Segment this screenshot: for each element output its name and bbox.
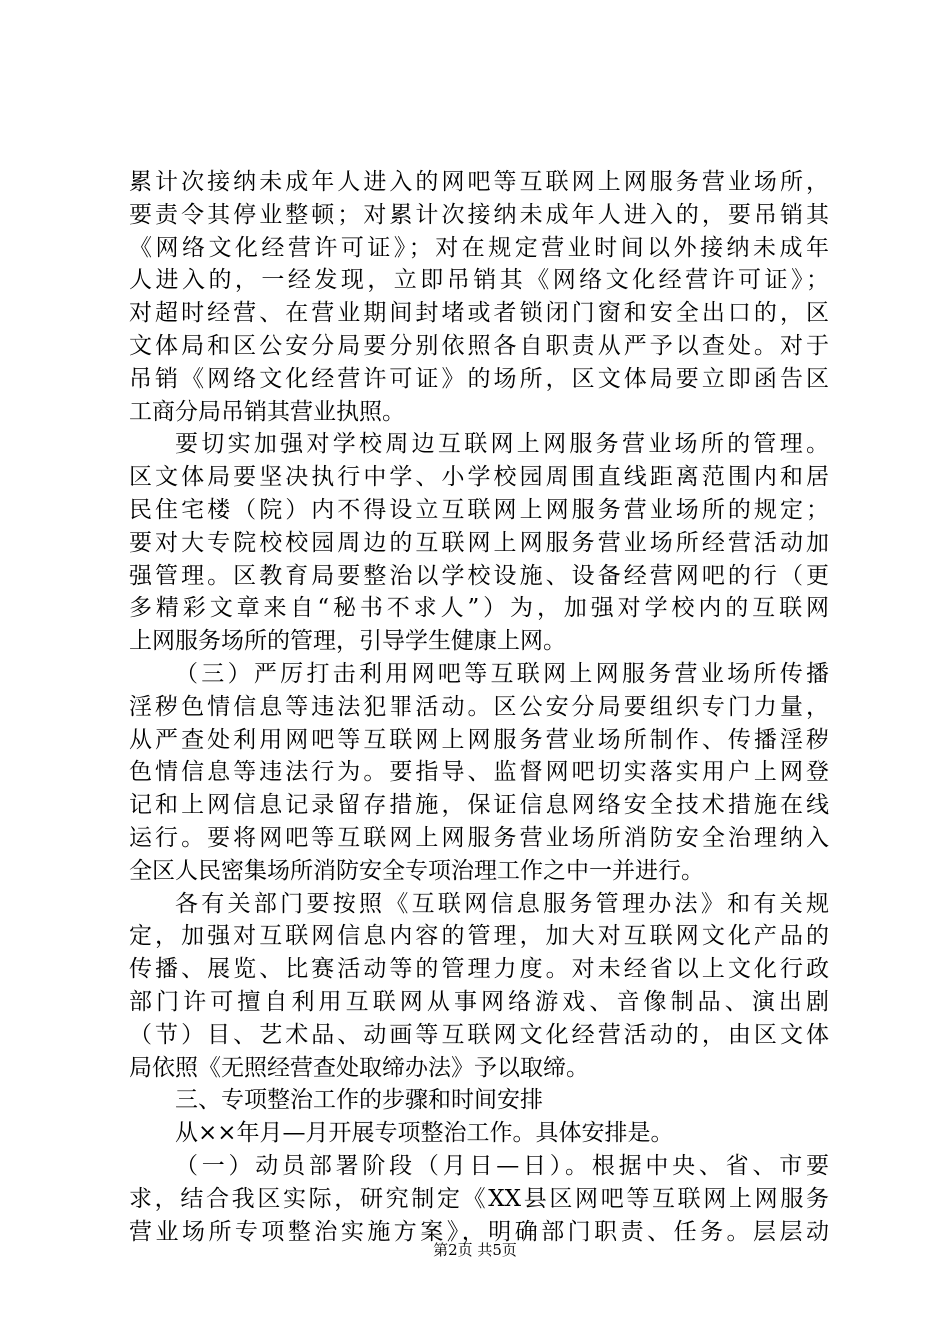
text-line: 强管理。区教育局要整治以学校设施、设备经营网吧的行（更 [129,562,829,589]
text-line: 吊销《网络文化经营许可证》的场所，区文体局要立即函告区 [129,365,829,392]
text-line: 部门许可擅自利用互联网从事网络游戏、音像制品、演出剧 [129,988,829,1015]
text-line: 局依照《无照经营查处取缔办法》予以取缔。 [129,1054,589,1081]
text-line: 累计次接纳未成年人进入的网吧等互联网上网服务营业场所， [129,169,829,195]
text-line: 全区人民密集场所消防安全专项治理工作之中一并进行。 [129,857,704,884]
text-line: 区文体局要坚决执行中学、小学校园周围直线距离范围内和居 [129,464,829,491]
text-line: 民住宅楼（院）内不得设立互联网上网服务营业场所的规定； [129,496,829,523]
text-line: 三、专项整治工作的步骤和时间安排 [175,1087,543,1114]
text-line: 《网络文化经营许可证》；对在规定营业时间以外接纳未成年 [129,234,829,261]
text-line: 运行。要将网吧等互联网上网服务营业场所消防安全治理纳入 [129,824,829,851]
text-line: 色情信息等违法行为。要指导、监督网吧切实落实用户上网登 [129,759,829,786]
text-line: 要切实加强对学校周边互联网上网服务营业场所的管理。 [175,431,829,458]
text-line: 从严查处利用网吧等互联网上网服务营业场所制作、传播淫秽 [129,726,829,753]
text-line: 要责令其停业整顿；对累计次接纳未成年人进入的，要吊销其 [129,201,829,228]
text-line: 上网服务场所的管理，引导学生健康上网。 [129,628,566,655]
text-line: 营业场所专项整治实施方案》，明确部门职责、任务。层层动 [129,1218,829,1245]
text-line: 对超时经营、在营业期间封堵或者锁闭门窗和安全出口的，区 [129,300,829,327]
text-line: （一）动员部署阶段（月日—日）。根据中央、省、市要 [175,1152,829,1179]
text-line: 多精彩文章来自“秘书不求人”）为，加强对学校内的互联网 [129,595,829,622]
text-line: （三）严厉打击利用网吧等互联网上网服务营业场所传播 [175,660,829,687]
text-line: 从××年月—月开展专项整治工作。具体安排是。 [175,1120,674,1147]
text-line: 记和上网信息记录留存措施，保证信息网络安全技术措施在线 [129,792,829,819]
page-footer: 第2页 共5页 [433,1241,517,1259]
text-line: 文体局和区公安分局要分别依照各自职责从严予以查处。对于 [129,332,829,359]
text-line: 工商分局吊销其营业执照。 [129,398,405,425]
text-line: 求，结合我区实际，研究制定《XX县区网吧等互联网上网服务 [129,1185,829,1212]
text-line: 人进入的，一经发现，立即吊销其《网络文化经营许可证》； [129,267,829,294]
text-line: 淫秽色情信息等违法犯罪活动。区公安分局要组织专门力量， [129,693,829,720]
text-line: 要对大专院校校园周边的互联网上网服务营业场所经营活动加 [129,529,829,556]
text-line: 传播、展览、比赛活动等的管理力度。对未经省以上文化行政 [129,956,829,983]
text-line: 各有关部门要按照《互联网信息服务管理办法》和有关规 [175,890,829,917]
document-body [129,166,829,1248]
text-line: 定，加强对互联网信息内容的管理，加大对互联网文化产品的 [129,923,829,950]
text-line: （节）目、艺术品、动画等互联网文化经营活动的，由区文体 [129,1021,829,1048]
